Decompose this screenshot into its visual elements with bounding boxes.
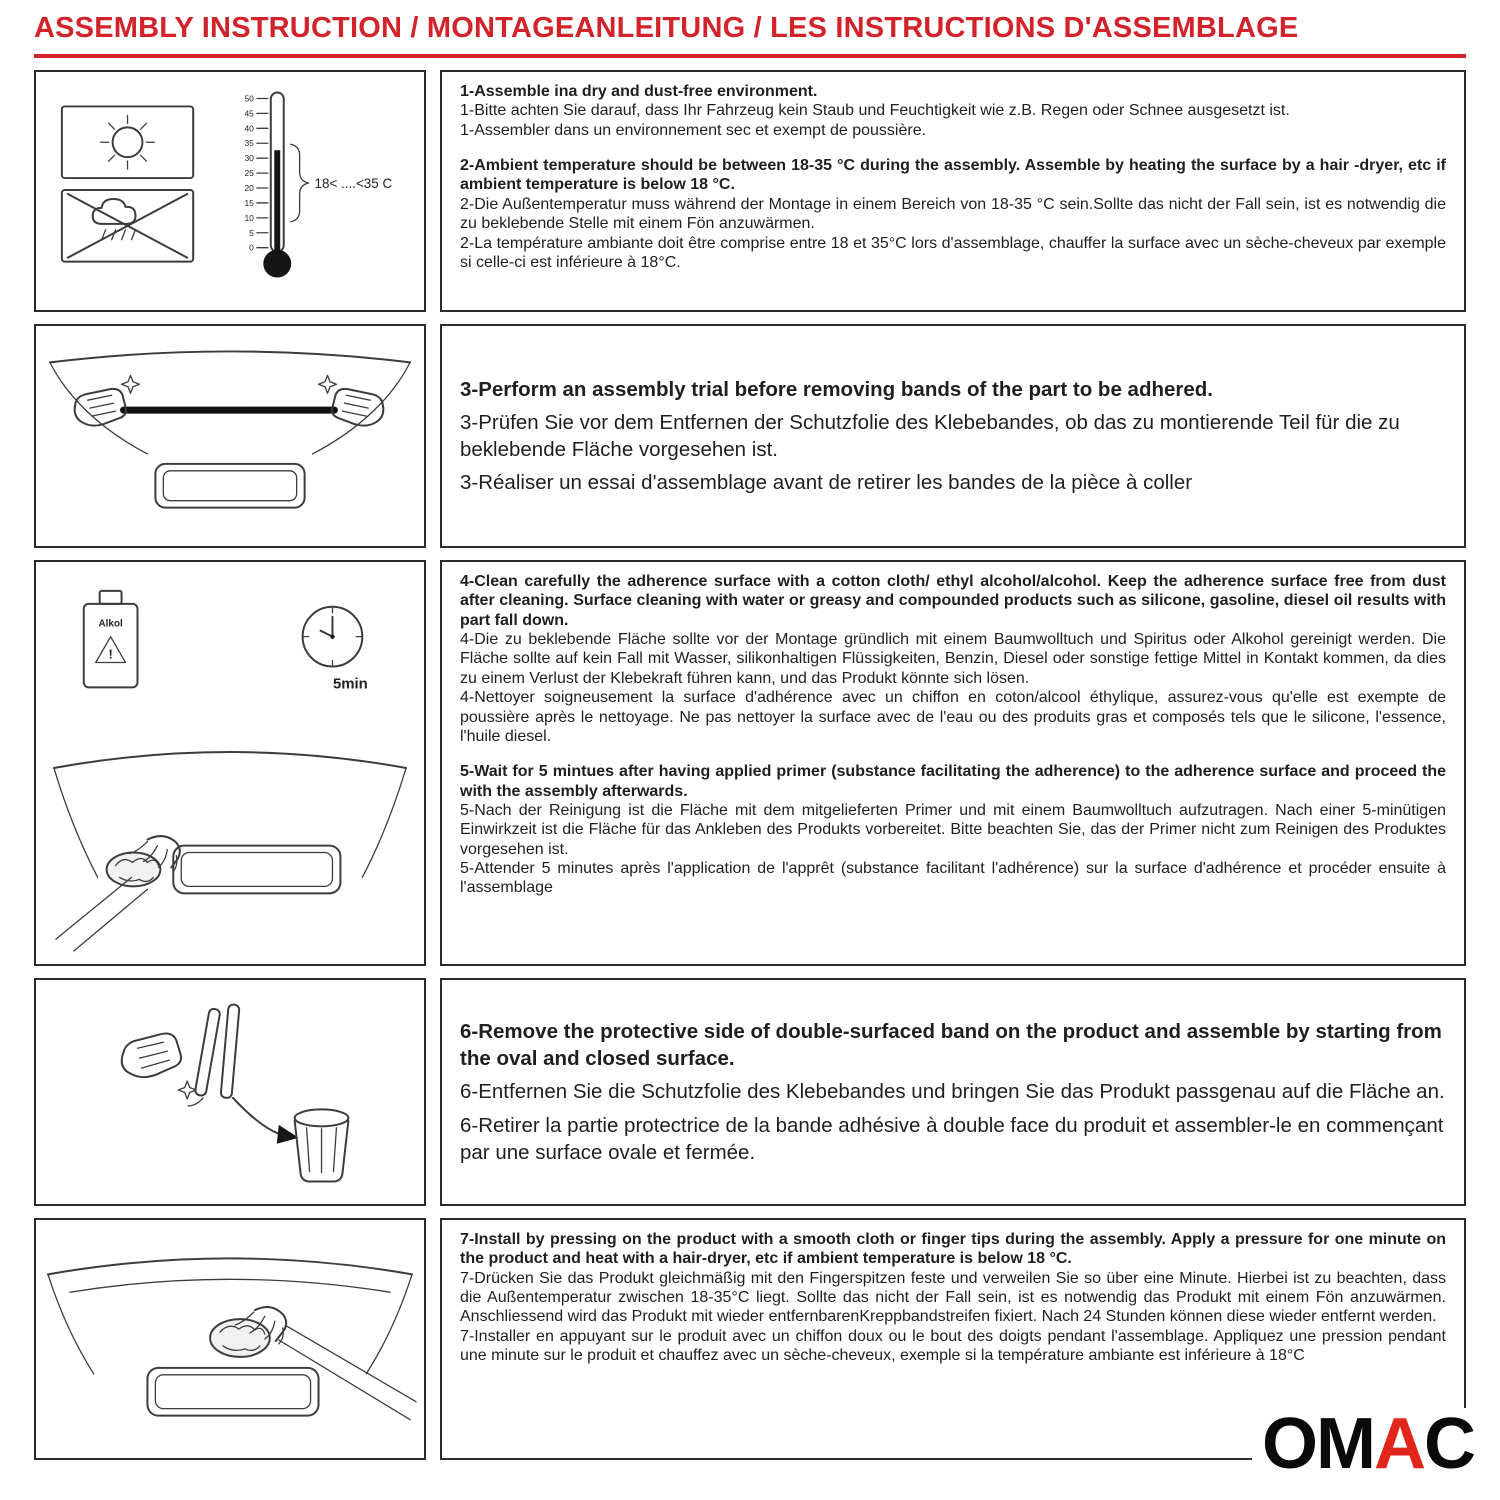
warning-mark: !: [108, 646, 113, 662]
sparkle-icon: [319, 375, 337, 393]
step2-en: 2-Ambient temperature should be between 18-35 °C during the assembly. Assemble by heating the surface by a hair -dryer, etc if ambient temperature is below 18 °C.: [460, 157, 1446, 194]
step4-en: 4-Clean carefully the adherence surface with a cotton cloth/ ethyl alcohol/alcohol. Keep the adherence surface free from dust after cleaning. Surface cleaning with water or greasy and compounded products such as silicone, gasoline, diesel oil results with part fall down.: [460, 573, 1446, 629]
step1-de: 1-Bitte achten Sie darauf, dass Ihr Fahrzeug kein Staub und Feuchtigkeit wie z.B. Regen oder Schnee ausgesetzt ist.: [460, 102, 1290, 120]
recess-panel: [155, 464, 304, 508]
illustration-clean-surface: [34, 560, 426, 966]
wiping-hand-scene: [54, 752, 406, 951]
arm-lines: [279, 1326, 416, 1420]
step2-de: 2-Die Außentemperatur muss während der Montage in einem Bereich von 18-35 °C sein.Sollte das nicht der Fall sein, ist es notwendig die zu beklebende Stelle mit einem Fön anzuwärmen.: [460, 195, 1446, 233]
spacer: [460, 140, 1446, 156]
step6-de: 6-Entfernen Sie die Schutzfolie des Klebebandes und bringen Sie das Produkt passgenau auf die Fläche an.: [460, 1080, 1445, 1104]
thermo-tick: 10: [244, 212, 254, 223]
environment-temperature-art: [36, 78, 424, 304]
illustration-assembly-trial: [34, 324, 426, 548]
thermo-tick: 5: [249, 227, 254, 238]
arm-lines: [56, 877, 148, 951]
holding-hand-icon: [122, 1034, 181, 1078]
trunk-edge-line: [54, 752, 406, 768]
clean-surface-art: [36, 568, 424, 958]
step4-fr: 4-Nettoyer soigneusement la surface d'adhérence avec un chiffon en coton/alcool éthylique, assurez-vous qu'elle est exempte de poussière après le nettoyage. Ne pas nettoyer la surface avec de l'eau ou des produits gras et composés tels que le silicone, l'essence, l'huile diesel.: [460, 689, 1446, 745]
section-step-3: [34, 324, 1466, 548]
peel-band-art: [36, 986, 424, 1198]
step4-de: 4-Die zu beklebende Fläche sollte vor der Montage gründlich mit einem Baumwolltuch und Spiritus oder Alkohol gereinigt werden. Die Fläche sollte auf kein Fall mit Wasser, silikonhaltigen Flüssigkeiten, Benzin, Diesel oder sonstige fettige Mittel in Kontakt kommen, da dies zu einem Verlust der Klebekraft führen kann, und das Produkt könnte sich lösen.: [460, 631, 1446, 687]
thermo-tick: 15: [244, 197, 254, 208]
thermometer-icon: [244, 93, 392, 278]
thermo-tick: 50: [244, 93, 254, 104]
press-cloth-art: [36, 1226, 424, 1452]
logo-text-a: A: [1374, 1404, 1424, 1484]
thermo-tick: 30: [244, 153, 254, 164]
page-title: ASSEMBLY INSTRUCTION / MONTAGEANLEITUNG / LES INSTRUCTIONS D'ASSEMBLAGE: [34, 12, 1299, 44]
section-step-6: [34, 978, 1466, 1206]
temperature-range-label: 18< ....<35 C: [314, 176, 393, 192]
step6-fr: 6-Retirer la partie protectrice de la bande adhésive à double face du produit et assembler-le en commençant par une surface ovale et fermée.: [460, 1113, 1444, 1164]
step5-en: 5-Wait for 5 mintues after having applied primer (substance facilitating the adherence) to the adherence surface and proceed the with the assembly afterwards.: [460, 763, 1446, 800]
pressing-cloth-icon: [210, 1319, 270, 1357]
section-step-4-5: [34, 560, 1466, 966]
clock-icon: [303, 607, 368, 693]
thermo-tick: 35: [244, 138, 254, 149]
title-underline: [34, 54, 1466, 58]
instructions-step-1-2: [440, 70, 1466, 312]
trunk-side-lines: [54, 768, 406, 877]
sparkle-icon: [178, 1081, 196, 1099]
thermo-tick: 20: [244, 183, 254, 193]
step3-de: 3-Prüfen Sie vor dem Entfernen der Schutzfolie des Klebebandes, ob das zu montierende Teil für die zu beklebende Fläche vorgesehen ist.: [460, 410, 1400, 461]
illustration-environment-temperature: [34, 70, 426, 312]
step3-en: 3-Perform an assembly trial before removing bands of the part to be adhered.: [460, 377, 1213, 401]
logo-text-om: OM: [1262, 1404, 1374, 1484]
clock-duration-label: 5min: [332, 675, 368, 693]
trash-bin-icon: [295, 1109, 349, 1181]
thermo-tick: 40: [244, 123, 254, 134]
bottle-label: Alkol: [98, 618, 123, 630]
illustration-press-product: [34, 1218, 426, 1460]
step7-de: 7-Drücken Sie das Produkt gleichmäßig mit den Fingerspitzen feste und verweilen Sie so über eine Minute. Hierbei ist zu beachten, dass die Außentemperatur zwischen 18-35°C liegt. Sollte das nicht der Fall sein, ist es notwendig das Produkt mit einem Fön anzuwärmen. Anschliessend wird das Produkt mit wieder entfernbarenKreppbandstreifen fixiert. Nach 24 Stunden können diese wieder entfernt werden.: [460, 1269, 1446, 1326]
instructions-step-4-5: [440, 560, 1466, 966]
step5-fr: 5-Attender 5 minutes après l'application de l'apprêt (substance facilitant l'adhérence) sur la surface d'adhérence et procéder ensuite à l'assemblage: [460, 860, 1446, 897]
step2-fr: 2-La température ambiante doit être comprise entre 18 et 35°C lors d'assemblage, chauffer la surface avec un sèche-cheveux par exemple si celle-ci est inférieure à 18°C.: [460, 234, 1446, 271]
logo-text-c: C: [1424, 1404, 1474, 1484]
trunk-edge-line: [50, 351, 410, 362]
right-hand-icon: [332, 389, 383, 426]
sparkle-icon: [122, 375, 140, 393]
step3-fr: 3-Réaliser un essai d'assemblage avant de retirer les bandes de la pièce à coller: [460, 471, 1193, 495]
hands-pulling-band-art: [36, 332, 424, 540]
arrow-to-bin-icon: [233, 1098, 299, 1144]
alcohol-bottle-icon: [84, 591, 138, 688]
thermo-tick: 25: [244, 168, 254, 179]
instructions-step-3: [440, 324, 1466, 548]
trunk-edge-line: [48, 1258, 412, 1274]
thermo-tick: 0: [249, 242, 254, 253]
thermo-tick: 45: [244, 108, 254, 119]
illustration-remove-band: [34, 978, 426, 1206]
step1-fr: 1-Assembler dans un environnement sec et exempt de poussière.: [460, 121, 927, 139]
step5-de: 5-Nach der Reinigung ist die Fläche mit dem mitgelieferten Primer und mit einem Baumwolltuch aufzutragen. Nach einer 5-minütigen Einwirkzeit ist die Fläche für das Ankleben des Produkts vorbereitet. Bitte beachten Sie, das der Primer nicht zum Reinigen des Produktes vorgesehen ist.: [460, 801, 1446, 858]
section-step-1-2: [34, 70, 1466, 312]
sun-icon: [62, 106, 193, 178]
step1-en: 1-Assemble ina dry and dust-free environment.: [460, 83, 818, 100]
step7-en: 7-Install by pressing on the product with a smooth cloth or finger tips during the assembly. Apply a pressure for one minute on the product and heat with a hair-dryer, etc if ambient temperature is below 18 °C.: [460, 1231, 1446, 1268]
omac-logo: [1252, 1404, 1474, 1484]
step7-fr: 7-Installer en appuyant sur le produit avec un chiffon doux ou le bout des doigts pendant l'assemblage. Appliquez une pression pendant une minute sur le produit et chauffez avec un sèche-cheveux, exemple si la température ambiante est inférieure à 18°C: [460, 1327, 1446, 1365]
instructions-step-6: [440, 978, 1466, 1206]
spacer: [460, 746, 1446, 762]
step6-en: 6-Remove the protective side of double-surfaced band on the product and assemble by starting from the oval and closed surface.: [460, 1020, 1442, 1071]
no-rain-icon: [62, 190, 193, 262]
